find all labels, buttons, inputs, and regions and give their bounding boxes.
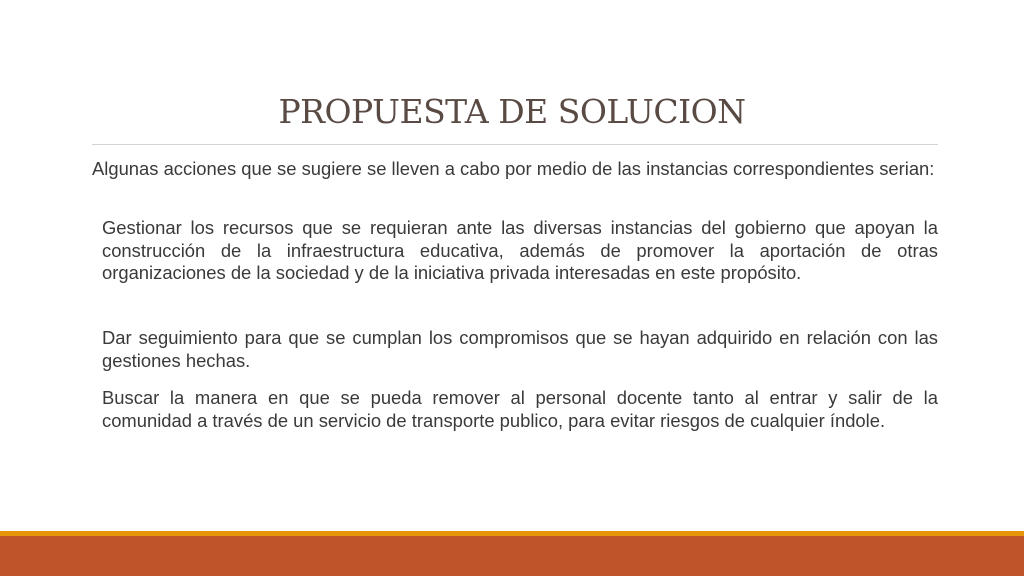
bullet-paragraph-2: Dar seguimiento para que se cumplan los compromisos que se hayan adquirido en relación con las gestiones hechas.: [102, 327, 938, 371]
footer-band: [0, 536, 1024, 576]
title-divider: [92, 144, 938, 145]
slide-title: PROPUESTA DE SOLUCION: [278, 92, 746, 131]
bullet-paragraph-1: Gestionar los recursos que se requieran ante las diversas instancias del gobierno que apoyan la construcción de la infraestructura educativa, además de promover la aportación de otras organizaciones de la sociedad y de la iniciativa privada interesadas en este propósito.: [102, 217, 938, 283]
bullet-paragraph-3: Buscar la manera en que se pueda remover al personal docente tanto al entrar y salir de la comunidad a través de un servicio de transporte publico, para evitar riesgos de cualquier índole.: [102, 387, 938, 431]
intro-paragraph: Algunas acciones que se sugiere se lleven a cabo por medio de las instancias correspondientes serian:: [92, 158, 935, 179]
